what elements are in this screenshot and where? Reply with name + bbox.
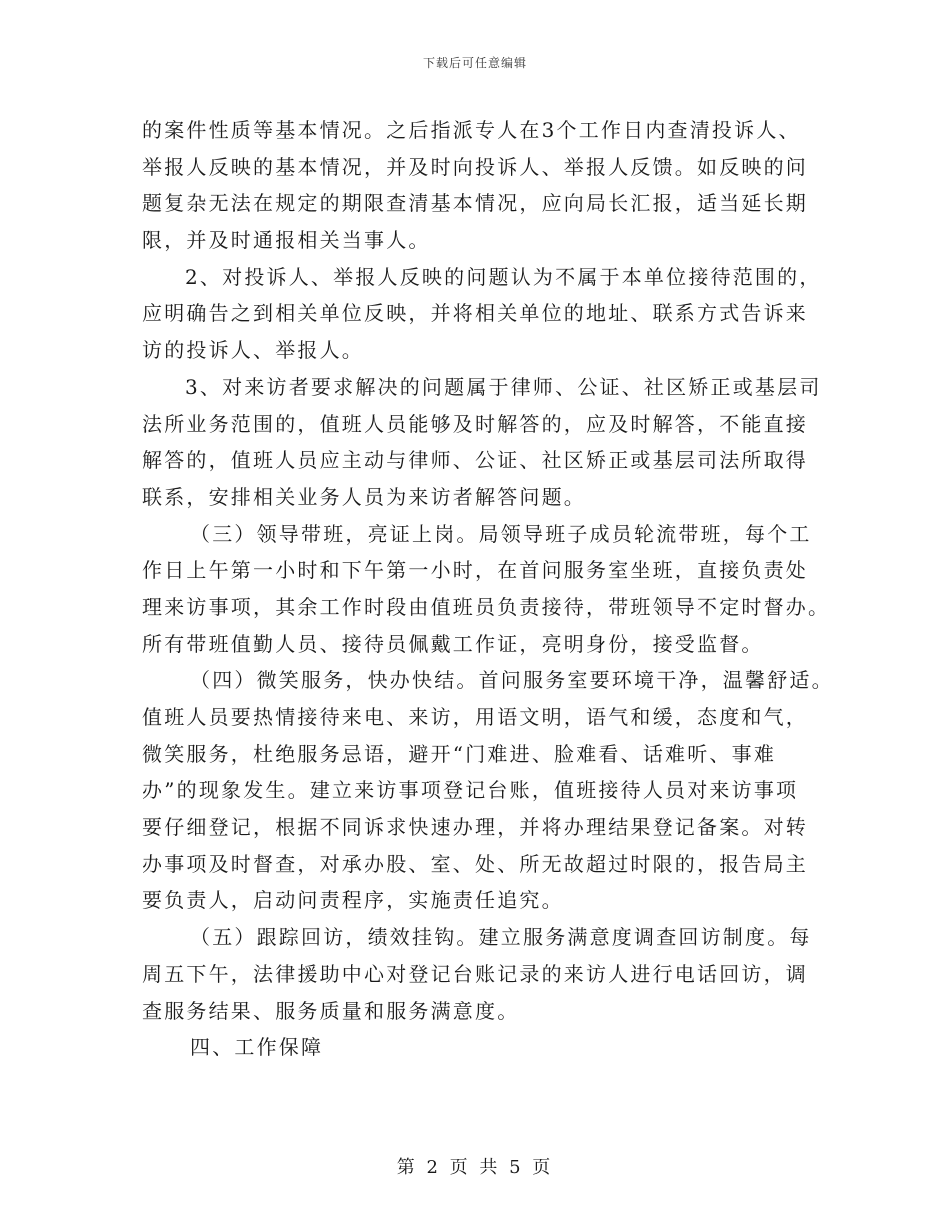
- text-line: 联系，安排相关业务人员为来访者解答问题。: [142, 484, 586, 509]
- text-line: （四）微笑服务，快办快结。首问服务室要环境干净，温馨舒适。: [190, 668, 834, 693]
- text-line: 理来访事项，其余工作时段由值班员负责接待，带班领导不定时督办。: [142, 594, 831, 619]
- text-line: 要仔细登记，根据不同诉求快速办理，并将办理结果登记备案。对转: [142, 815, 808, 840]
- text-line: 所有带班值勤人员、接待员佩戴工作证，亮明身份，接受监督。: [142, 631, 764, 656]
- text-line: 限，并及时通报相关当事人。: [142, 228, 431, 253]
- text-line: 访的投诉人、举报人。: [142, 338, 364, 363]
- text-line: 法所业务范围的，值班人员能够及时解答的，应及时解答，不能直接: [142, 411, 808, 436]
- text-line: 的案件性质等基本情况。之后指派专人在3个工作日内查清投诉人、: [142, 118, 801, 142]
- text-line: 应明确告之到相关单位反映，并将相关单位的地址、联系方式告诉来: [142, 301, 808, 326]
- text-line: 作日上午第一小时和下午第一小时，在首问服务室坐班，直接负责处: [142, 558, 808, 583]
- text-line: 微笑服务，杜绝服务忌语，避开“门难进、脸难看、话难听、事难: [142, 741, 777, 766]
- text-line: 值班人员要热情接待来电、来访，用语文明，语气和缓，态度和气，: [142, 705, 808, 729]
- text-line: （五）跟踪回访，绩效挂钩。建立服务满意度调查回访制度。每: [190, 925, 812, 950]
- text-line: 办事项及时督查，对承办股、室、处、所无故超过时限的，报告局主: [142, 851, 808, 876]
- text-line: 要负责人，启动问责程序，实施责任追究。: [142, 888, 564, 913]
- text-line: 办”的现象发生。建立来访事项登记台账，值班接待人员对来访事项: [142, 778, 799, 803]
- text-line: 周五下午，法律援助中心对登记台账记录的来访人进行电话回访，调: [142, 961, 808, 986]
- text-line: 举报人反映的基本情况，并及时向投诉人、举报人反馈。如反映的问: [142, 154, 808, 179]
- text-line: 3、对来访者要求解决的问题属于律师、公证、社区矫正或基层司: [185, 374, 822, 399]
- page-header: 下载后可任意编辑: [422, 56, 527, 70]
- text-line: 解答的，值班人员应主动与律师、公证、社区矫正或基层司法所取得: [142, 448, 808, 473]
- document-body: [142, 112, 834, 1066]
- text-line: （三）领导带班，亮证上岗。局领导班子成员轮流带班，每个工: [190, 521, 812, 546]
- text-line: 查服务结果、服务质量和服务满意度。: [142, 998, 520, 1023]
- text-line: 2、对投诉人、举报人反映的问题认为不属于本单位接待范围的，: [185, 264, 822, 289]
- text-line: 题复杂无法在规定的期限查清基本情况，应向局长汇报，适当延长期: [142, 191, 808, 216]
- section-heading: 四、工作保障: [190, 1035, 324, 1060]
- page-number: 第 2 页 共 5 页: [396, 1157, 554, 1178]
